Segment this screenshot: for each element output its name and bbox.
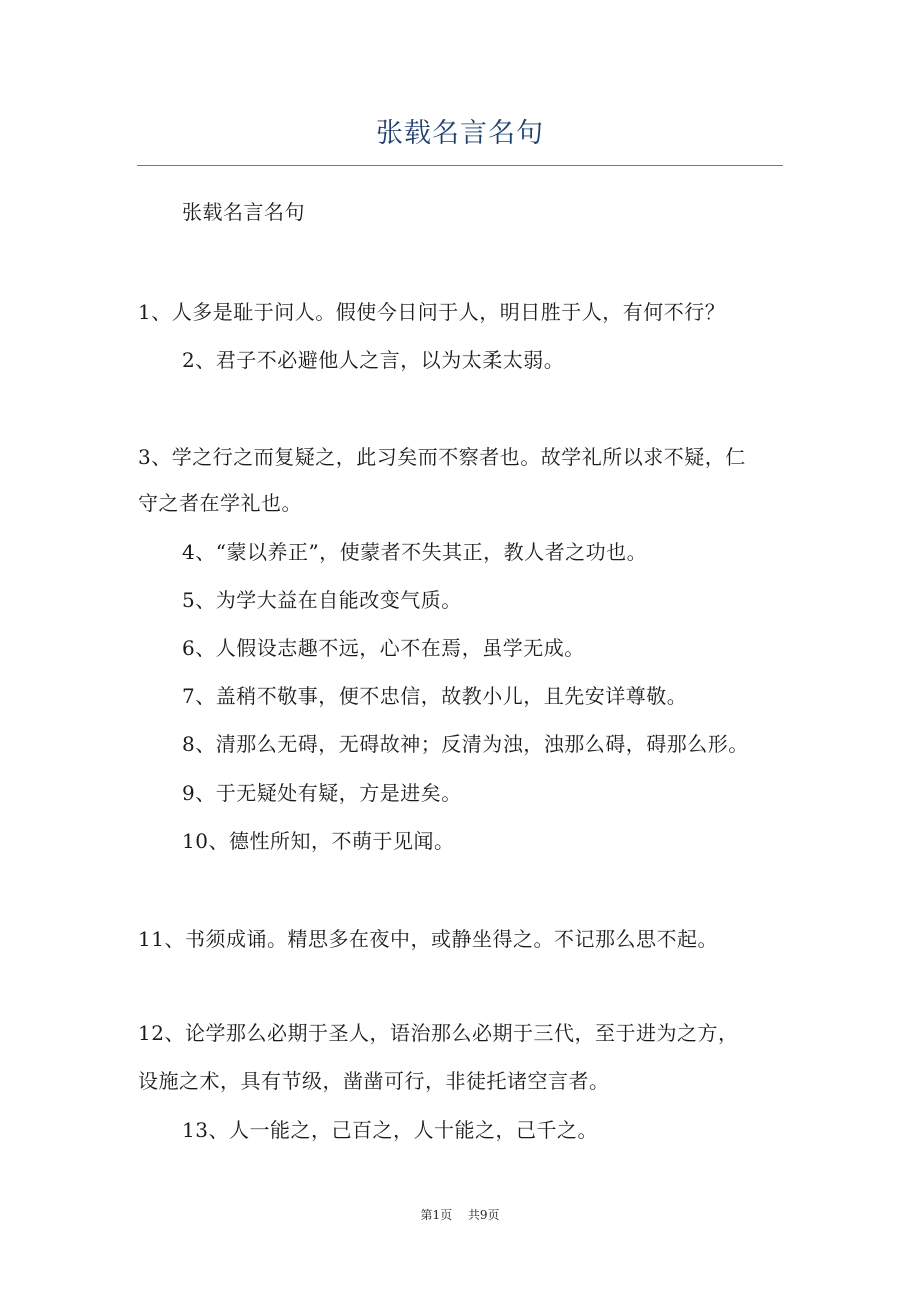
quote-line-9: 9、于无疑处有疑，方是进矣。 — [182, 781, 462, 805]
section-heading: 张载名言名句 — [182, 200, 305, 224]
page-total: 共9页 — [467, 1208, 500, 1222]
page-footer — [0, 1206, 920, 1224]
quote-line-4: 4、“蒙以养正”，使蒙者不失其正，教人者之功也。 — [182, 540, 648, 564]
quote-line-1: 1、人多是耻于问人。假使今日问于人，明日胜于人，有何不行？ — [138, 300, 726, 324]
quote-line-10: 10、德性所知，不萌于见闻。 — [182, 829, 455, 853]
quote-line-3b: 守之者在学礼也。 — [138, 491, 302, 515]
title-underline — [137, 165, 783, 166]
quote-line-13: 13、人一能之，己百之，人十能之，己千之。 — [182, 1118, 598, 1142]
quote-line-2: 2、君子不必避他人之言，以为太柔太弱。 — [182, 348, 565, 372]
quote-line-5: 5、为学大益在自能改变气质。 — [182, 588, 462, 612]
quote-line-8: 8、清那么无碍，无碍故神；反清为浊，浊那么碍，碍那么形。 — [182, 732, 749, 756]
quote-line-6: 6、人假设志趣不远，心不在焉，虽学无成。 — [182, 636, 585, 660]
quote-line-7: 7、盖稍不敬事，便不忠信，故教小儿，且先安详尊敬。 — [182, 684, 688, 708]
quote-line-3a: 3、学之行之而复疑之，此习矣而不察者也。故学礼所以求不疑，仁 — [138, 445, 746, 469]
quote-line-11: 11、书须成诵。精思多在夜中，或静坐得之。不记那么思不起。 — [138, 927, 718, 951]
page-number: 第1页 — [420, 1208, 453, 1222]
quote-line-12a: 12、论学那么必期于圣人，语治那么必期于三代，至于进为之方， — [138, 1021, 739, 1045]
document-title: 张载名言名句 — [376, 118, 544, 149]
quote-line-12b: 设施之术，具有节级，凿凿可行，非徒托诸空言者。 — [138, 1069, 610, 1093]
